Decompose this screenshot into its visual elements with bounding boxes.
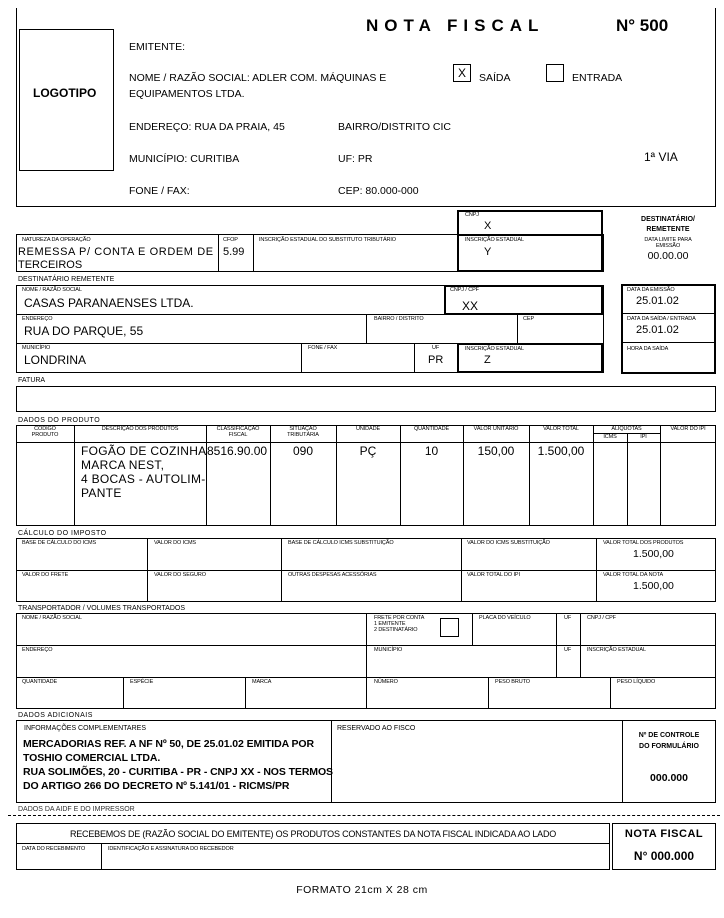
- identificacao-label: IDENTIFICAÇÃO E ASSINATURA DO RECEBEDOR: [108, 846, 234, 852]
- fatura-box: [16, 386, 716, 412]
- emitente-bairro: BAIRRO/DISTRITO CIC: [338, 121, 451, 133]
- placa-label: PLACA DO VEÍCULO: [479, 615, 531, 621]
- emitente-label: EMITENTE:: [129, 41, 186, 53]
- dest-uf-label: UF: [432, 345, 440, 351]
- dest-ie-label: INSCRIÇÃO ESTADUAL: [465, 346, 524, 352]
- cnpj-label: CNPJ: [465, 212, 479, 218]
- destinatario-section: DESTINATÁRIO REMETENTE: [18, 276, 115, 283]
- dest-bairro-label: BAIRRO / DISTRITO: [374, 316, 424, 322]
- dest-cnpj: XX: [462, 299, 479, 313]
- logo-placeholder: LOGOTIPO: [33, 86, 97, 100]
- col-ipi: IPI: [640, 434, 647, 440]
- data-saida: 25.01.02: [636, 324, 679, 336]
- canhoto-nf-number: N° 000.000: [633, 849, 695, 863]
- entrada-checkbox[interactable]: [546, 64, 564, 82]
- seguro-label: VALOR DO SEGURO: [154, 572, 206, 578]
- total-produtos: 1.500,00: [633, 548, 674, 560]
- transp-uf-label: UF: [564, 615, 572, 621]
- emitente-name: NOME / RAZÃO SOCIAL: ADLER COM. MÁQUINAS E: [129, 72, 387, 84]
- produto-quantidade: 10: [424, 444, 439, 458]
- produto-descricao: FOGÃO DE COZINHA MARCA NEST, 4 BOCAS - AUTOLIM- PANTE: [81, 444, 207, 500]
- emitente-municipio: MUNICÍPIO: CURITIBA: [129, 153, 240, 165]
- transp-endereco-label: ENDEREÇO: [22, 647, 53, 653]
- col-icms: ICMS: [603, 434, 617, 440]
- dest-nome: CASAS PARANAENSES LTDA.: [24, 296, 194, 310]
- produtos-section: DADOS DO PRODUTO: [18, 417, 101, 424]
- recebemos-text: RECEBEMOS DE (RAZÃO SOCIAL DO EMITENTE) OS PRODUTOS CONSTANTES DA NOTA FISCAL INDICADA AO LADO: [69, 829, 557, 839]
- col-valor-unitario: VALOR UNITÁRIO: [473, 426, 519, 432]
- nota-fiscal-title: NOTA FISCAL: [366, 16, 545, 35]
- data-emissao: 25.01.02: [636, 295, 679, 307]
- total-produtos-label: VALOR TOTAL DOS PRODUTOS: [603, 540, 684, 546]
- data-emissao-label: DATA DA EMISSÃO: [627, 287, 675, 293]
- total-nota: 1.500,00: [633, 580, 674, 592]
- ie-value: Y: [484, 246, 492, 258]
- reservado-fisco-label: RESERVADO AO FISCO: [337, 725, 416, 732]
- frete-conta-checkbox[interactable]: [440, 618, 459, 637]
- controle-formulario-label: Nº DE CONTROLE DO FORMULÁRIO: [638, 732, 700, 750]
- cnpj-value: X: [484, 220, 492, 232]
- logo-box: [19, 29, 114, 171]
- produto-valor-unitario: 150,00: [477, 444, 515, 458]
- produto-classificacao: 8516.90.00: [207, 444, 268, 458]
- emitente-fone: FONE / FAX:: [129, 185, 190, 197]
- especie-label: ESPÉCIE: [130, 679, 154, 685]
- produto-valor-total: 1.500,00: [537, 444, 585, 458]
- imposto-section: CÁLCULO DO IMPOSTO: [18, 530, 107, 537]
- valor-subst-label: VALOR DO ICMS SUBSTITUIÇÃO: [467, 540, 550, 546]
- formato-label: FORMATO 21cm X 28 cm: [296, 884, 428, 896]
- cfop-label: CFOP: [223, 237, 238, 243]
- dest-cep-label: CEP: [523, 316, 535, 322]
- data-recebimento-label: DATA DO RECEBIMENTO: [22, 846, 86, 852]
- peso-liquido-label: PESO LÍQUIDO: [617, 679, 656, 685]
- dest-cnpj-label: CNPJ / CPF: [450, 287, 479, 293]
- col-descricao: DESCRIÇÃO DOS PRODUTOS: [101, 426, 179, 432]
- transporte-section: TRANSPORTADOR / VOLUMES TRANSPORTADOS: [18, 605, 185, 612]
- dest-fone-label: FONE / FAX: [308, 345, 338, 351]
- dest-endereco-label: ENDEREÇO: [22, 316, 53, 322]
- header-box: [16, 8, 716, 207]
- saida-checkbox[interactable]: X: [453, 64, 471, 82]
- produto-unidade: PÇ: [359, 444, 377, 458]
- base-subst-label: BASE DE CÁLCULO ICMS SUBSTITUIÇÃO: [288, 540, 394, 546]
- emitente-endereco: ENDEREÇO: RUA DA PRAIA, 45: [129, 121, 285, 133]
- controle-formulario-value: 000.000: [650, 772, 688, 784]
- col-valor-total: VALOR TOTAL: [543, 426, 579, 432]
- cfop-value: 5.99: [223, 246, 245, 258]
- dest-ie: Z: [484, 354, 491, 366]
- natureza-value-cont: TERCEIROS: [18, 259, 83, 271]
- natureza-label: NATUREZA DA OPERAÇÃO: [22, 237, 91, 243]
- dest-municipio-label: MUNICÍPIO: [22, 345, 51, 351]
- total-nota-label: VALOR TOTAL DA NOTA: [603, 572, 664, 578]
- data-limite-value: 00.00.00: [647, 250, 689, 262]
- transp-uf2-label: UF: [564, 647, 572, 653]
- ie-substituto-label: INSCRIÇÃO ESTADUAL DO SUBSTITUTO TRIBUTÁRIO: [259, 237, 396, 243]
- numero-label: NÚMERO: [374, 679, 398, 685]
- canhoto-nf-title: NOTA FISCAL: [624, 828, 704, 840]
- transp-ie-label: INSCRIÇÃO ESTADUAL: [587, 647, 646, 653]
- valor-icms-label: VALOR DO ICMS: [154, 540, 196, 546]
- quantidade-label: QUANTIDADE: [22, 679, 58, 685]
- col-unidade: UNIDADE: [355, 426, 381, 432]
- dest-municipio: LONDRINA: [24, 353, 87, 367]
- fatura-section: FATURA: [18, 377, 46, 384]
- total-ipi-label: VALOR TOTAL DO IPI: [467, 572, 520, 578]
- col-quantidade: QUANTIDADE: [413, 426, 450, 432]
- entrada-label: ENTRADA: [572, 72, 623, 84]
- frete-conta-label: FRETE POR CONTA 1 EMITENTE 2 DESTINATÁRIO: [374, 615, 425, 633]
- dest-nome-label: NOME / RAZÃO SOCIAL: [22, 287, 82, 293]
- impressor-label: DADOS DA AIDF E DO IMPRESSOR: [18, 806, 135, 813]
- info-complementares: MERCADORIAS REF. A NF Nº 50, DE 25.01.02 EMITIDA POR TOSHIO COMERCIAL LTDA. RUA SOLIMÕES, 20 - CURITIBA - PR - CNPJ XX - NOS TERMOS DO ARTIGO 266 DO DECRETO Nº 5.141/01 - RICMS/PR: [23, 738, 333, 792]
- outras-despesas-label: OUTRAS DESPESAS ACESSÓRIAS: [288, 572, 377, 578]
- col-aliquotas: ALIQUOTAS: [611, 426, 642, 432]
- dest-title: DESTINATÁRIO/ REMETENTE: [641, 216, 695, 233]
- saida-label: SAÍDA: [479, 72, 511, 84]
- adicionais-section: DADOS ADICIONAIS: [18, 712, 93, 719]
- emitente-uf: UF: PR: [338, 153, 373, 165]
- base-icms-label: BASE DE CÁLCULO DO ICMS: [22, 540, 97, 546]
- hora-saida-label: HORA DA SAÍDA: [627, 346, 669, 352]
- via-label: 1ª VIA: [644, 150, 678, 164]
- data-limite-label: DATA LIMITE PARA EMISSÃO: [644, 237, 692, 249]
- nota-fiscal-number: N° 500: [616, 16, 669, 35]
- transp-nome-label: NOME / RAZÃO SOCIAL: [22, 615, 82, 621]
- info-complementares-label: INFORMAÇÕES COMPLEMENTARES: [24, 725, 146, 732]
- transp-cnpj-label: CNPJ / CPF: [587, 615, 616, 621]
- dest-endereco: RUA DO PARQUE, 55: [24, 324, 144, 338]
- produto-situacao: 090: [292, 444, 314, 458]
- col-codigo: CÓDIGO PRODUTO: [31, 426, 59, 438]
- cut-line: [8, 815, 720, 816]
- marca-label: MARCA: [252, 679, 272, 685]
- emitente-name-cont: EQUIPAMENTOS LTDA.: [129, 88, 245, 100]
- natureza-value: REMESSA P/ CONTA E ORDEM DE: [18, 246, 214, 258]
- transp-municipio-label: MUNICÍPIO: [374, 647, 403, 653]
- data-saida-label: DATA DA SAÍDA / ENTRADA: [627, 316, 696, 322]
- dest-uf: PR: [428, 354, 444, 366]
- emitente-cep: CEP: 80.000-000: [338, 185, 419, 197]
- ie-label: INSCRIÇÃO ESTADUAL: [465, 237, 524, 243]
- col-situacao: SITUAÇÃO TRIBUTÁRIA: [287, 426, 319, 438]
- col-classificacao: CLASSIFICAÇÃO FISCAL: [216, 426, 260, 438]
- col-valor-ipi: VALOR DO IPI: [670, 426, 706, 432]
- frete-label: VALOR DO FRETE: [22, 572, 69, 578]
- peso-bruto-label: PESO BRUTO: [495, 679, 530, 685]
